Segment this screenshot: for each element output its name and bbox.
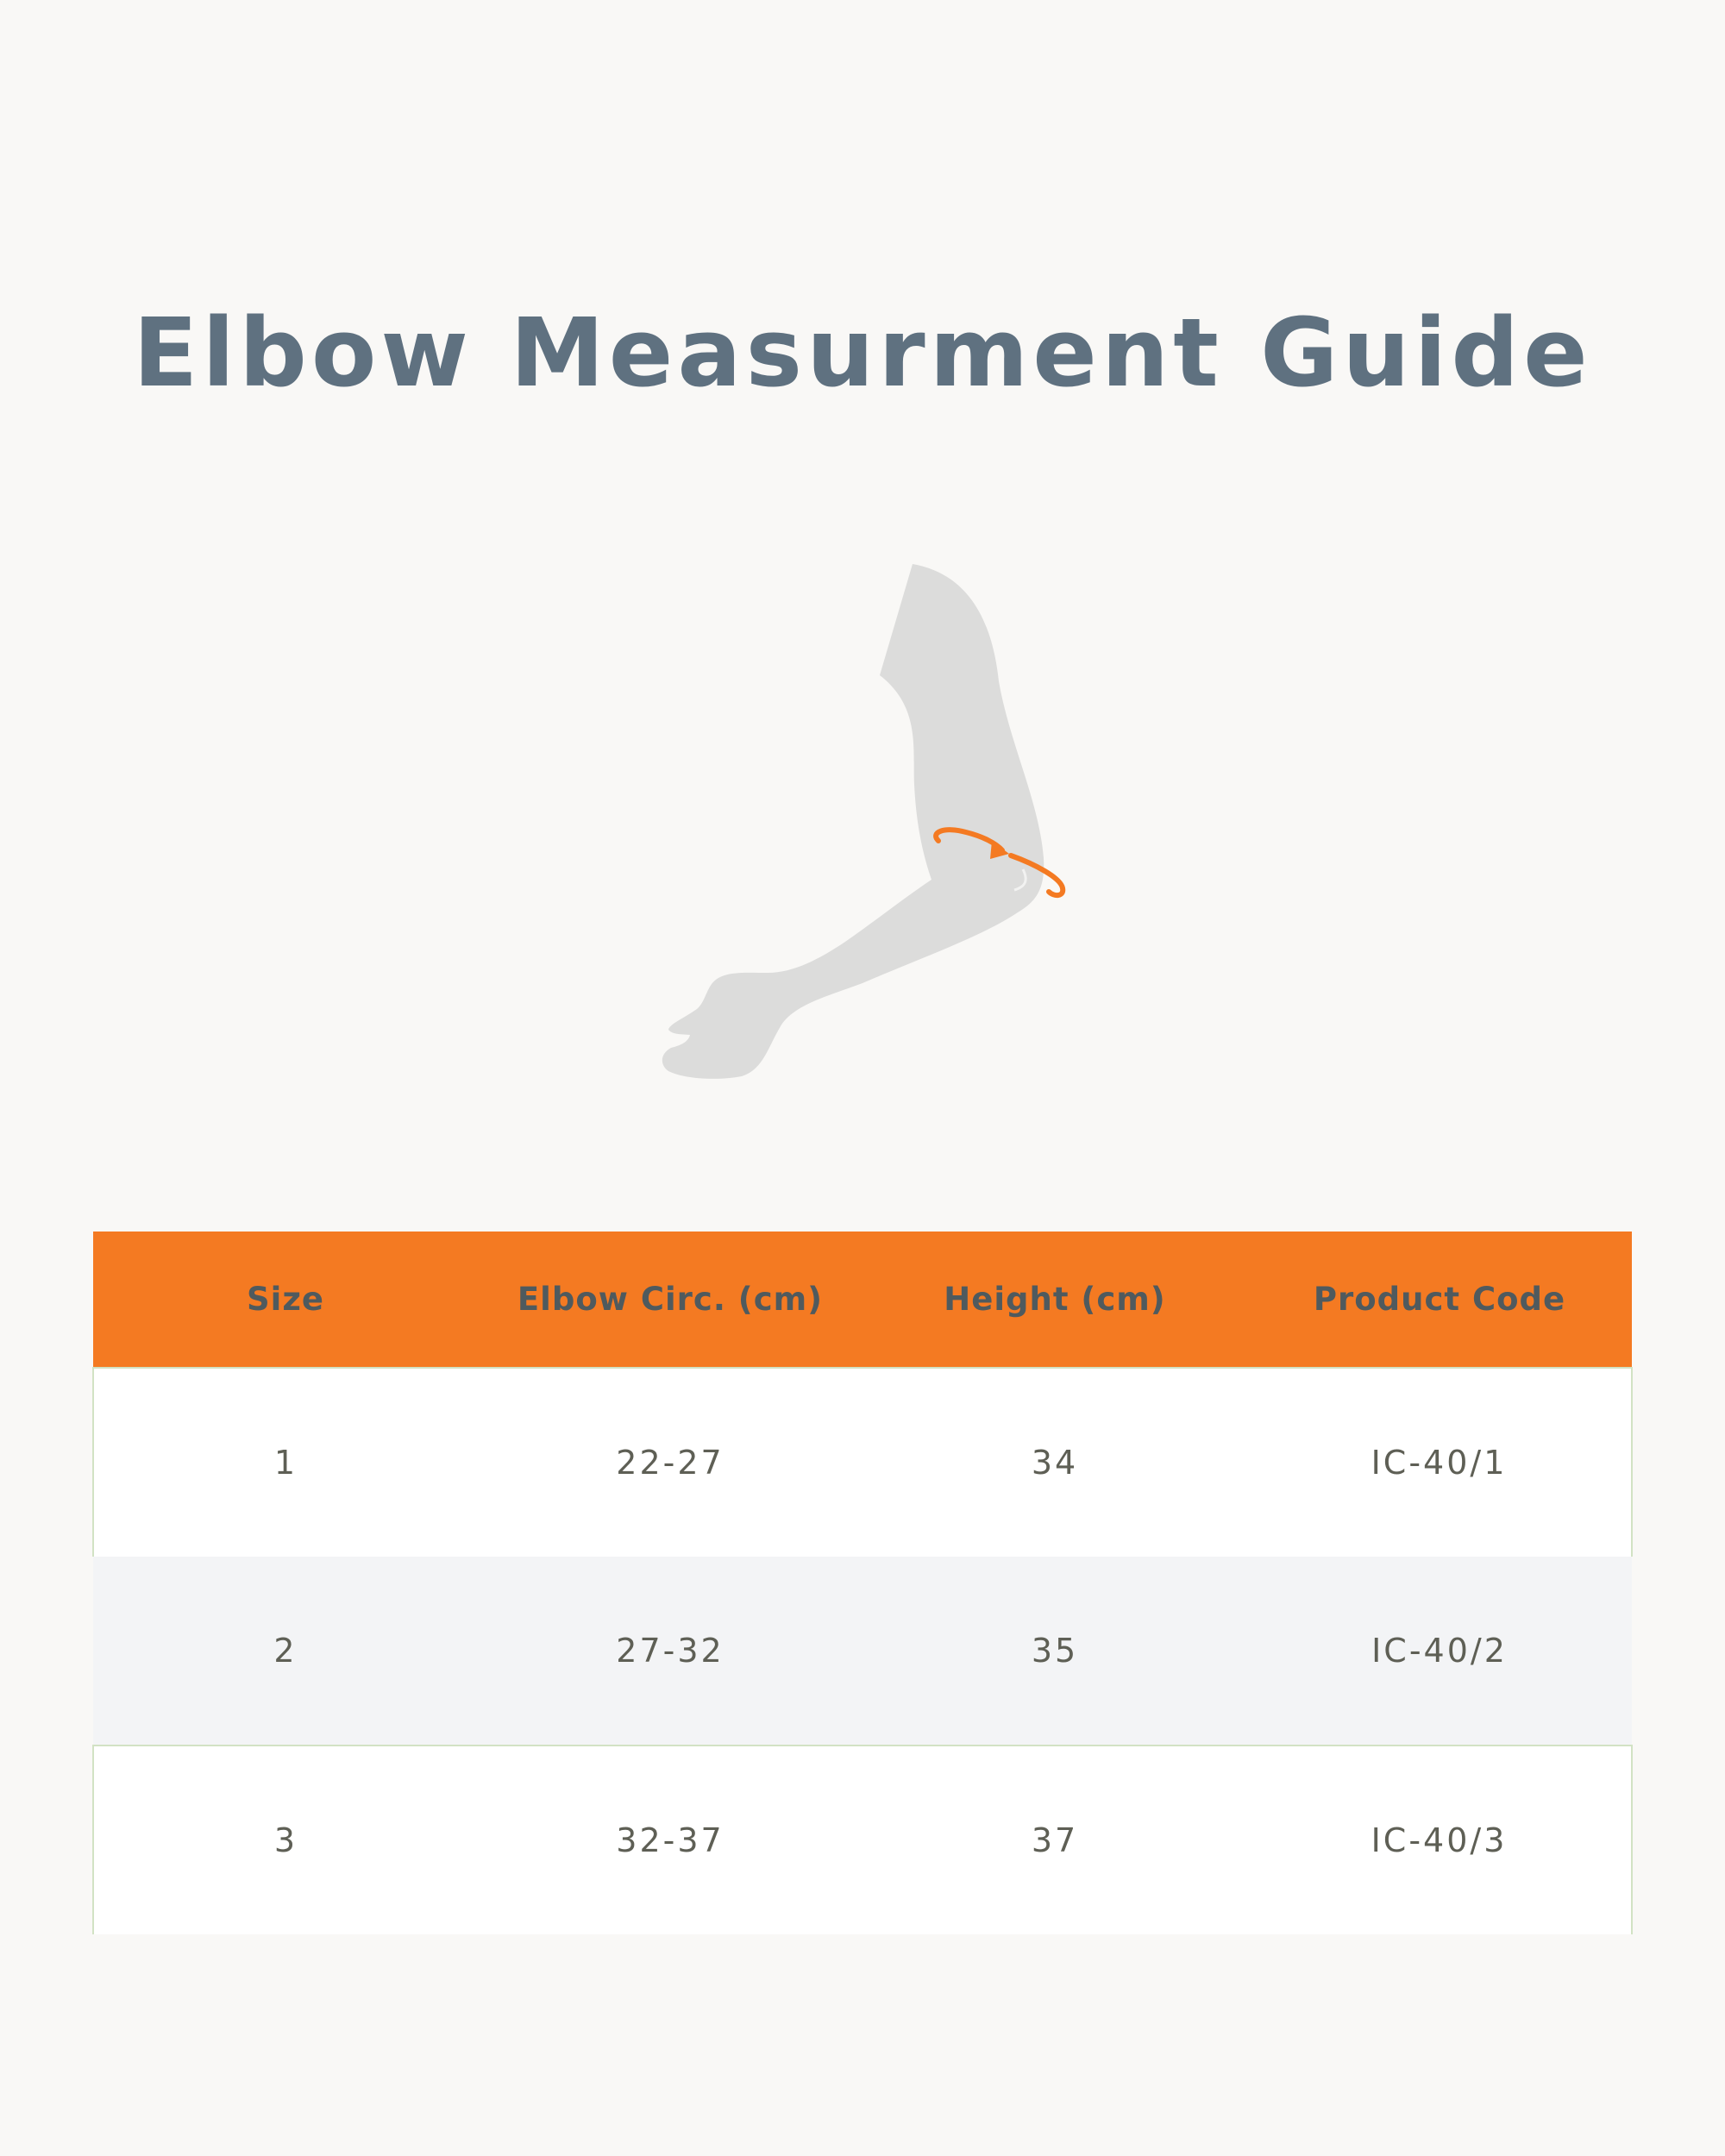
cell-size: 3 (93, 1745, 478, 1934)
column-header-size: Size (247, 1281, 324, 1318)
cell-height: 37 (862, 1745, 1247, 1934)
size-chart-table (92, 1232, 1633, 1934)
cell-product-code: IC-40/2 (1371, 1632, 1508, 1670)
cell-size: 1 (93, 1368, 478, 1557)
column-header-elbow-circ: Elbow Circ. (cm) (517, 1281, 824, 1318)
arm-measurement-icon (656, 561, 1070, 1087)
cell-size: 2 (273, 1632, 298, 1670)
cell-elbow-circ: 22-27 (478, 1368, 862, 1557)
cell-elbow-circ: 32-37 (478, 1745, 862, 1934)
arm-silhouette (662, 564, 1044, 1079)
table-row (93, 1557, 1632, 1745)
cell-product-code: IC-40/1 (1247, 1368, 1632, 1557)
table-row (93, 1745, 1632, 1934)
cell-height: 34 (862, 1368, 1247, 1557)
cell-height: 35 (1031, 1632, 1079, 1670)
cell-product-code: IC-40/3 (1247, 1745, 1632, 1934)
arm-illustration (656, 561, 1070, 1087)
page-title: Elbow Measurment Guide (133, 297, 1592, 408)
table-header-row (93, 1232, 1632, 1368)
cell-elbow-circ: 27-32 (616, 1632, 724, 1670)
column-header-product-code: Product Code (1313, 1281, 1566, 1318)
column-header-height: Height (cm) (944, 1281, 1166, 1318)
table-row (93, 1368, 1632, 1557)
